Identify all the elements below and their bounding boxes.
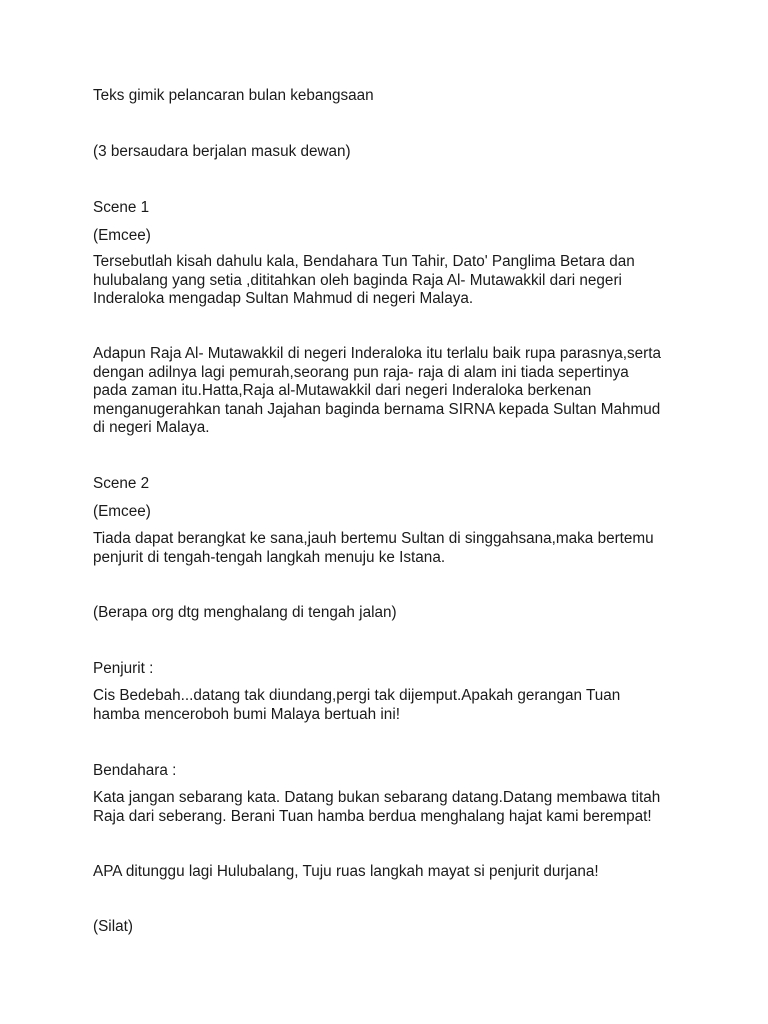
scene-1-speaker: (Emcee): [93, 227, 151, 244]
stage-direction-entrance: (3 bersaudara berjalan masuk dewan): [93, 143, 351, 160]
stage-direction-obstruction: (Berapa org dtg menghalang di tengah jalan): [93, 604, 397, 621]
scene-2-heading: Scene 2: [93, 475, 150, 492]
scene-2-speaker: (Emcee): [93, 503, 151, 520]
scene-2-paragraph-1: Tiada dapat berangkat ke sana,jauh bertemu Sultan di singgahsana,maka bertemu penjurit di tengah-tengah langkah menuju ke Istana.: [93, 530, 654, 566]
command-line: APA ditunggu lagi Hulubalang, Tuju ruas langkah mayat si penjurit durjana!: [93, 863, 599, 880]
penjurit-speaker-label: Penjurit :: [93, 660, 154, 677]
penjurit-dialogue: Cis Bedebah...datang tak diundang,pergi tak dijemput.Apakah gerangan Tuan hamba menceroboh bumi Malaya bertuah ini!: [93, 687, 621, 723]
bendahara-dialogue: Kata jangan sebarang kata. Datang bukan sebarang datang.Datang membawa titah Raja dari seberang. Berani Tuan hamba berdua menghalang hajat kami berempat!: [93, 789, 661, 825]
stage-direction-silat: (Silat): [93, 918, 133, 935]
bendahara-speaker-label: Bendahara :: [93, 762, 177, 779]
scene-1-heading: Scene 1: [93, 199, 150, 216]
scene-1-paragraph-2: Adapun Raja Al- Mutawakkil di negeri Inderaloka itu terlalu baik rupa parasnya,serta dengan adilnya lagi pemurah,seorang pun raja- raja di alam ini tiada sepertinya pada zaman itu.Hatta,Raja al-Mutawakkil dari negeri Inderaloka berkenan menganugerahkan tanah Jajahan baginda bernama SIRNA kepada Sultan Mahmud di negeri Malaya.: [93, 345, 662, 437]
scene-1-paragraph-1: Tersebutlah kisah dahulu kala, Bendahara Tun Tahir, Dato' Panglima Betara dan hulubalang yang setia ,dititahkan oleh baginda Raja Al- Mutawakkil dari negeri Inderaloka mengadap Sultan Mahmud di negeri Malaya.: [93, 253, 635, 308]
document-title: Teks gimik pelancaran bulan kebangsaan: [93, 87, 374, 104]
